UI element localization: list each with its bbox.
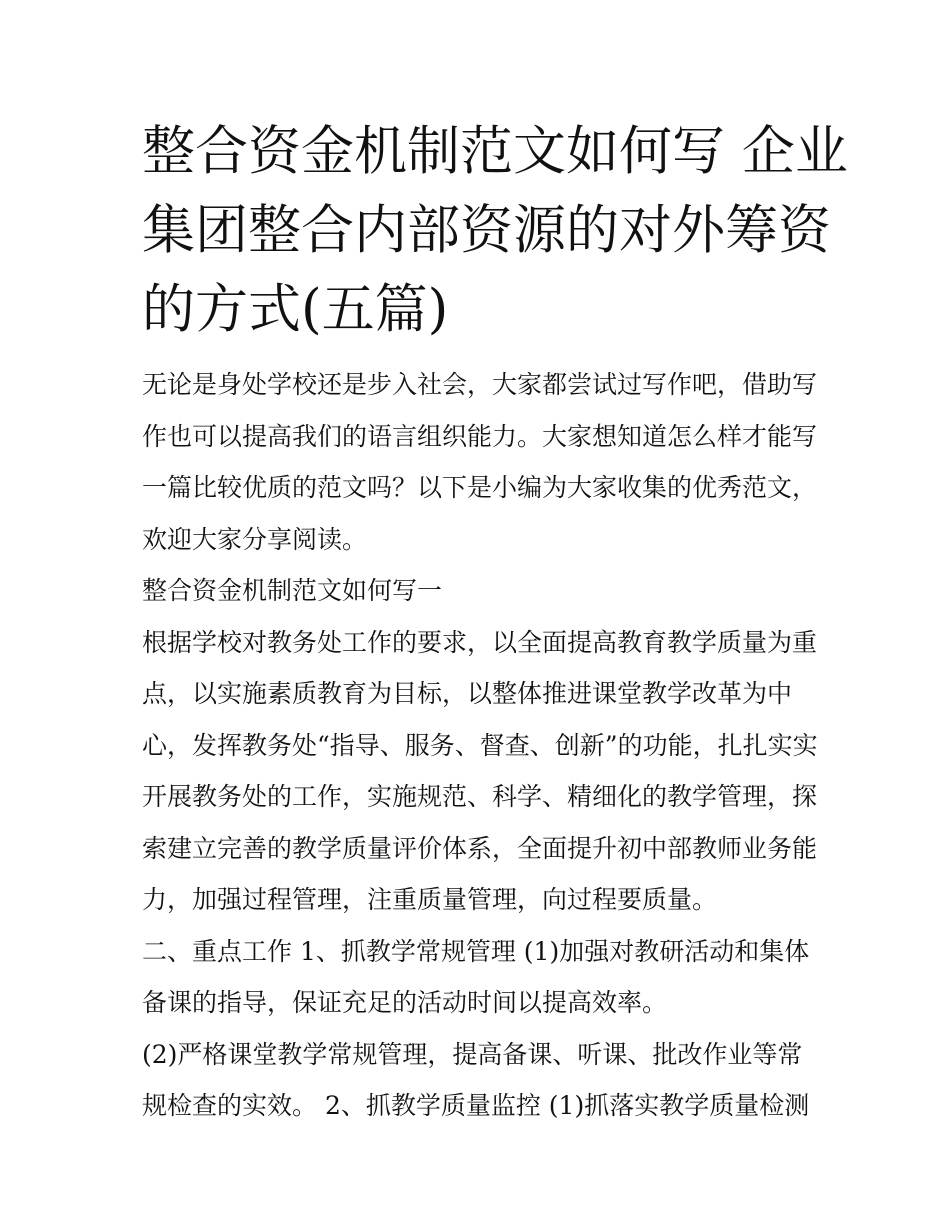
document-title [142, 112, 848, 349]
body-line: 备课的指导，保证充足的活动时间以提高效率。 [142, 988, 668, 1017]
body-line: 无论是身处学校还是步入社会，大家都尝试过写作吧，借助写 [142, 370, 818, 399]
body-line: 二、重点工作 1、抓教学常规管理 (1)加强对教研活动和集体 [142, 936, 810, 966]
body-line: 点，以实施素质教育为目标，以整体推进课堂教学改革为中 [142, 679, 793, 708]
body-line: 力，加强过程管理，注重质量管理，向过程要质量。 [142, 885, 718, 914]
body-line: 开展教务处的工作，实施规范、科学、精细化的教学管理，探 [142, 782, 818, 811]
title-line: 整合资金机制范文如何写 企业 [142, 121, 848, 182]
title-line: 的方式(五篇) [142, 279, 449, 340]
section-heading: 整合资金机制范文如何写一 [142, 576, 443, 605]
body-line: 规检查的实效。 2、抓教学质量监控 (1)抓落实教学质量检测 [142, 1091, 810, 1120]
body-line: 一篇比较优质的范文吗？以下是小编为大家收集的优秀范文， [142, 473, 818, 502]
title-line: 集团整合内部资源的对外筹资 [142, 200, 831, 261]
body-line: 根据学校对教务处工作的要求，以全面提高教育教学质量为重 [142, 627, 818, 657]
body-line: 欢迎大家分享阅读。 [142, 524, 368, 554]
body-line: (2)严格课堂教学常规管理，提高备课、听课、批改作业等常 [142, 1039, 803, 1069]
body-line: 心，发挥教务处“指导、服务、督查、创新”的功能，扎扎实实 [142, 730, 818, 760]
body-line: 作也可以提高我们的语言组织能力。大家想知道怎么样才能写 [142, 421, 818, 451]
body-line: 索建立完善的教学质量评价体系，全面提升初中部教师业务能 [142, 833, 818, 863]
document-body [142, 359, 818, 1132]
document-content [142, 112, 848, 1132]
